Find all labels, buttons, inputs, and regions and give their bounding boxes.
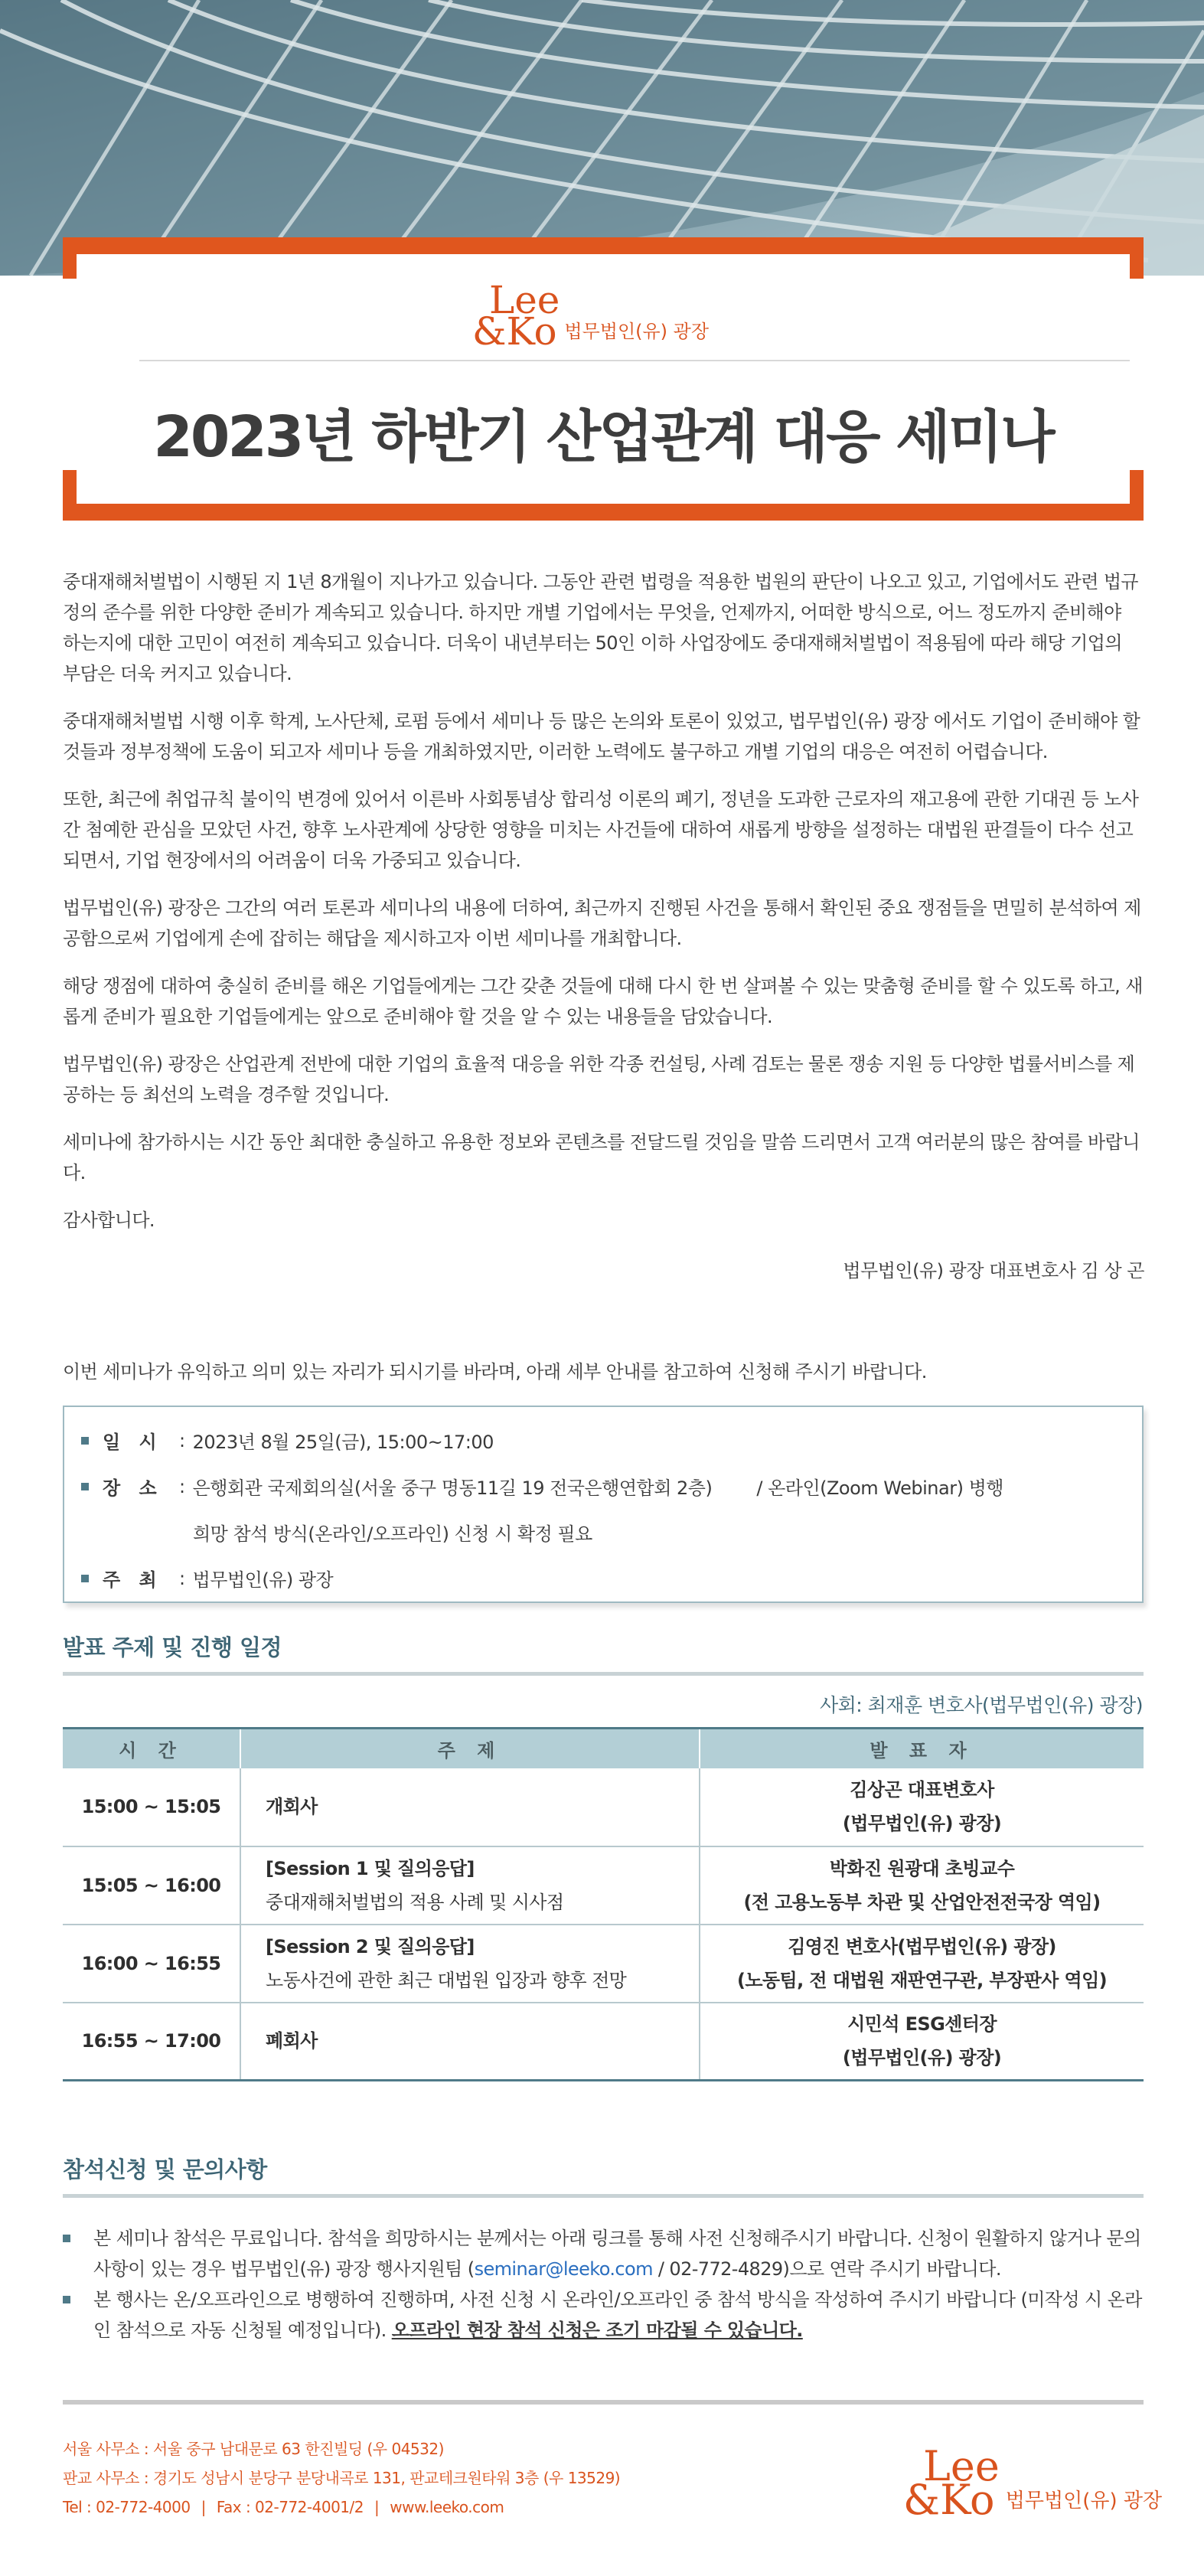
leeko-logo	[472, 278, 710, 354]
row-topic-title: 개회사	[266, 1796, 318, 1817]
notice-text-tail: / 02-772-4829)으로 연락 주시기 바랍니다.	[652, 2258, 1001, 2280]
colon: :	[179, 1429, 185, 1451]
intro-text	[63, 566, 1144, 1252]
logo-line-2: &Ko	[903, 2476, 995, 2525]
intro-paragraph: 법무법인(유) 광장은 그간의 여러 토론과 세미나의 내용에 더하여, 최근까지 진행된 사건을 통해서 확인된 중요 쟁점들을 면밀히 분석하여 제공함으로써 기업에게 손에 잡히는 해답을 제시하고자 이번 세미나를 개최합니다.	[63, 897, 1141, 949]
row-topic-title: [Session 1 및 질의응답]	[266, 1857, 475, 1879]
table-row	[63, 1925, 1144, 2003]
intro-paragraph: 중대재해처벌법이 시행된 지 1년 8개월이 지나가고 있습니다. 그동안 관련 법령을 적용한 법원의 판단이 나오고 있고, 기업에서도 관련 법규정의 준수를 위한 다양한 준비가 계속되고 있습니다. 하지만 개별 기업에서는 무엇을, 언제까지, 어떠한 방식으로, 어느 정도까지 준비해야 하는지에 대한 고민이 여전히 계속되고 있습니다. 더욱이 내년부터는 50인 이하 사업장에도 중대재해처벌법이 적용됨에 따라 해당 기업의 부담은 더욱 커지고 있습니다.	[63, 571, 1139, 684]
footer-fax: Fax : 02-772-4001/2	[216, 2498, 364, 2516]
card-frame-left	[63, 237, 77, 279]
signature: 법무법인(유) 광장 대표변호사 김 상 곤	[843, 1260, 1144, 1281]
row-topic	[240, 2003, 700, 2081]
info-host-row	[81, 1565, 333, 1592]
schedule-section-title: 발표 주제 및 진행 일정	[63, 1634, 282, 1660]
header-time: 시 간	[63, 1729, 240, 1768]
info-host-value: 법무법인(유) 광장	[192, 1569, 334, 1591]
row-speaker-name: 시민석 ESG센터장	[847, 2013, 997, 2036]
table-row	[63, 1768, 1144, 1846]
footer-tel: Tel : 02-772-4000	[63, 2498, 191, 2516]
card-frame-right	[1130, 237, 1144, 279]
footer-contact	[63, 2434, 620, 2522]
contact-email-link[interactable]: seminar@leeko.com	[474, 2258, 653, 2280]
info-date-row	[81, 1427, 494, 1454]
row-topic	[240, 1925, 700, 2003]
event-info-box	[63, 1406, 1144, 1603]
footer-divider	[63, 2400, 1144, 2405]
info-place-online: / 온라인(Zoom Webinar) 병행	[756, 1477, 1003, 1499]
info-date-label: 일 시	[103, 1432, 163, 1453]
hero-building-image	[0, 0, 1204, 276]
leeko-logo-mark	[472, 278, 560, 354]
separator: |	[374, 2498, 380, 2516]
square-bullet-icon	[81, 1483, 89, 1490]
row-topic-subtitle: 노동사건에 관한 최근 대법원 입장과 향후 전망	[266, 1969, 627, 1991]
card-frame-bottom-left	[63, 470, 77, 504]
title-card	[63, 237, 1144, 504]
page-title: 2023년 하반기 산업관계 대응 세미나	[153, 404, 1053, 470]
closing-greeting: 감사합니다.	[63, 1210, 155, 1231]
square-bullet-icon	[63, 2296, 70, 2303]
notice-item-1	[63, 2223, 1144, 2284]
info-place-label: 장 소	[103, 1477, 163, 1499]
footer-pangyo-office: 판교 사무소 : 경기도 성남시 분당구 분당내곡로 131, 판교테크원타워 3층 (우 13529)	[63, 2469, 621, 2487]
footer-leeko-logo	[903, 2442, 1163, 2525]
row-speaker-affiliation: (법무법인(유) 광장)	[842, 2047, 1002, 2069]
intro-paragraph: 중대재해처벌법 시행 이후 학계, 노사단체, 로펌 등에서 세미나 등 많은 논의와 토론이 있었고, 법무법인(유) 광장 에서도 기업이 준비해야 할 것들과 정부정책에 도움이 되고자 세미나 등을 개최하였지만, 이러한 노력에도 불구하고 개별 기업의 대응은 여전히 어렵습니다.	[63, 710, 1140, 762]
firm-name: 법무법인(유) 광장	[1005, 2489, 1163, 2512]
registration-section-title: 참석신청 및 문의사항	[63, 2156, 267, 2183]
colon: :	[179, 1567, 185, 1589]
row-speaker-affiliation: (전 고용노동부 차관 및 산업안전전국장 역임)	[743, 1891, 1101, 1913]
registration-section-line	[63, 2194, 1144, 2198]
intro-paragraph: 세미나에 참가하시는 시간 동안 최대한 충실하고 유용한 정보와 콘텐츠를 전달드릴 것임을 말씀 드리면서 고객 여러분의 많은 참여를 바랍니다.	[63, 1131, 1140, 1184]
title-divider	[139, 360, 1130, 361]
info-date-value: 2023년 8월 25일(금), 15:00~17:00	[192, 1432, 494, 1453]
card-frame-bottom-right	[1130, 470, 1144, 504]
card-frame-bottom	[63, 504, 1144, 521]
schedule-table-wrap	[63, 1727, 1144, 2081]
intro-paragraph: 해당 쟁점에 대하여 충실히 준비를 해온 기업들에게는 그간 갖춘 것들에 대해 다시 한 번 살펴볼 수 있는 맞춤형 준비를 할 수 있도록 하고, 새롭게 준비가 필요한 기업들에게는 앞으로 준비해야 할 것을 알 수 있는 내용들을 담았습니다.	[63, 975, 1143, 1027]
row-speaker-affiliation: (노동팀, 전 대법원 재판연구관, 부장판사 역임)	[736, 1969, 1108, 1991]
row-speaker	[700, 1846, 1144, 1925]
row-time: 15:05 ~ 16:00	[63, 1846, 240, 1925]
header-topic: 주 제	[240, 1729, 700, 1768]
footer-website-link[interactable]: www.leeko.com	[390, 2498, 504, 2516]
row-time: 16:55 ~ 17:00	[63, 2003, 240, 2081]
schedule-section-line	[63, 1672, 1144, 1676]
info-place-note: 희망 참석 방식(온라인/오프라인) 신청 시 확정 필요	[193, 1523, 592, 1545]
row-speaker	[700, 1768, 1144, 1846]
info-place-row	[81, 1473, 1003, 1500]
info-place-value: 은행회관 국제회의실(서울 중구 명동11길 19 전국은행연합회 2층)	[192, 1477, 713, 1499]
row-topic-title: 폐회사	[266, 2030, 318, 2052]
row-speaker	[700, 2003, 1144, 2081]
footer-contact-row	[63, 2493, 620, 2522]
row-speaker-name: 김상곤 대표변호사	[850, 1779, 994, 1801]
footer-seoul-office: 서울 사무소 : 서울 중구 남대문로 63 한진빌딩 (우 04532)	[63, 2440, 444, 2458]
table-row	[63, 2003, 1144, 2081]
notice-text: 본 행사는 온/오프라인으로 병행하여 진행하며, 사전 신청 시 온라인/오프라인 중 참석 방식을 작성하여 주시기 바랍니다 (미작성 시 온라인 참석으로 자동 신청될 예정입니다).	[93, 2289, 1142, 2341]
row-topic-title: [Session 2 및 질의응답]	[266, 1935, 475, 1957]
row-speaker-affiliation: (법무법인(유) 광장)	[842, 1813, 1002, 1834]
leeko-logo-mark	[903, 2442, 1000, 2525]
info-place-note-row	[193, 1519, 592, 1546]
square-bullet-icon	[81, 1437, 89, 1445]
row-topic	[240, 1846, 700, 1925]
info-host-label: 주 최	[103, 1569, 163, 1591]
row-topic-subtitle: 중대재해처벌법의 적용 사례 및 시사점	[266, 1891, 564, 1913]
notice-item-2	[63, 2284, 1144, 2346]
invite-text: 이번 세미나가 유익하고 의미 있는 자리가 되시기를 바라며, 아래 세부 안내를 참고하여 신청해 주시기 바랍니다.	[63, 1361, 927, 1383]
row-speaker-name: 김영진 변호사(법무법인(유) 광장)	[788, 1935, 1056, 1957]
logo-line-1: Lee	[489, 278, 560, 322]
early-close-notice: 오프라인 현장 참석 신청은 조기 마감될 수 있습니다.	[391, 2320, 803, 2341]
notice-text: 본 세미나 참석은 무료입니다. 참석을 희망하시는 분께서는 아래 링크를 통해 사전 신청해주시기 바랍니다. 신청이 원활하지 않거나 문의사항이 있는 경우 법무법인(유) 광장 행사지원팀 (	[93, 2228, 1141, 2280]
intro-paragraph: 법무법인(유) 광장은 산업관계 전반에 대한 기업의 효율적 대응을 위한 각종 컨설팅, 사례 검토는 물론 쟁송 지원 등 다양한 법률서비스를 제공하는 등 최선의 노력을 경주할 것입니다.	[63, 1053, 1135, 1105]
square-bullet-icon	[63, 2235, 70, 2242]
firm-name: 법무법인(유) 광장	[564, 321, 710, 342]
row-time: 16:00 ~ 16:55	[63, 1925, 240, 2003]
row-speaker-name: 박화진 원광대 초빙교수	[829, 1857, 1015, 1879]
colon: :	[179, 1475, 185, 1497]
intro-paragraph: 또한, 최근에 취업규칙 불이익 변경에 있어서 이른바 사회통념상 합리성 이론의 폐기, 정년을 도과한 근로자의 재고용에 관한 기대권 등 노사간 첨예한 관심을 모았던 사건, 향후 노사관계에 상당한 영향을 미치는 사건들에 대하여 새롭게 방향을 설정하는 대법원 판결들이 다수 선고되면서, 기업 현장에서의 어려움이 더욱 가중되고 있습니다.	[63, 788, 1139, 871]
row-topic	[240, 1768, 700, 1846]
separator: |	[201, 2498, 206, 2516]
logo-line-1: Lee	[923, 2442, 1000, 2490]
header-speaker: 발 표 자	[700, 1729, 1144, 1768]
registration-notice	[63, 2223, 1144, 2346]
square-bullet-icon	[81, 1575, 89, 1582]
row-speaker	[700, 1925, 1144, 2003]
table-header-row	[63, 1729, 1144, 1768]
logo-line-2: &Ko	[472, 309, 557, 354]
moderator-text: 사회: 최재훈 변호사(법무법인(유) 광장)	[819, 1694, 1143, 1716]
building-facade-graphic	[0, 0, 1204, 276]
row-time: 15:00 ~ 15:05	[63, 1768, 240, 1846]
schedule-table	[63, 1727, 1144, 2081]
table-row	[63, 1846, 1144, 1925]
